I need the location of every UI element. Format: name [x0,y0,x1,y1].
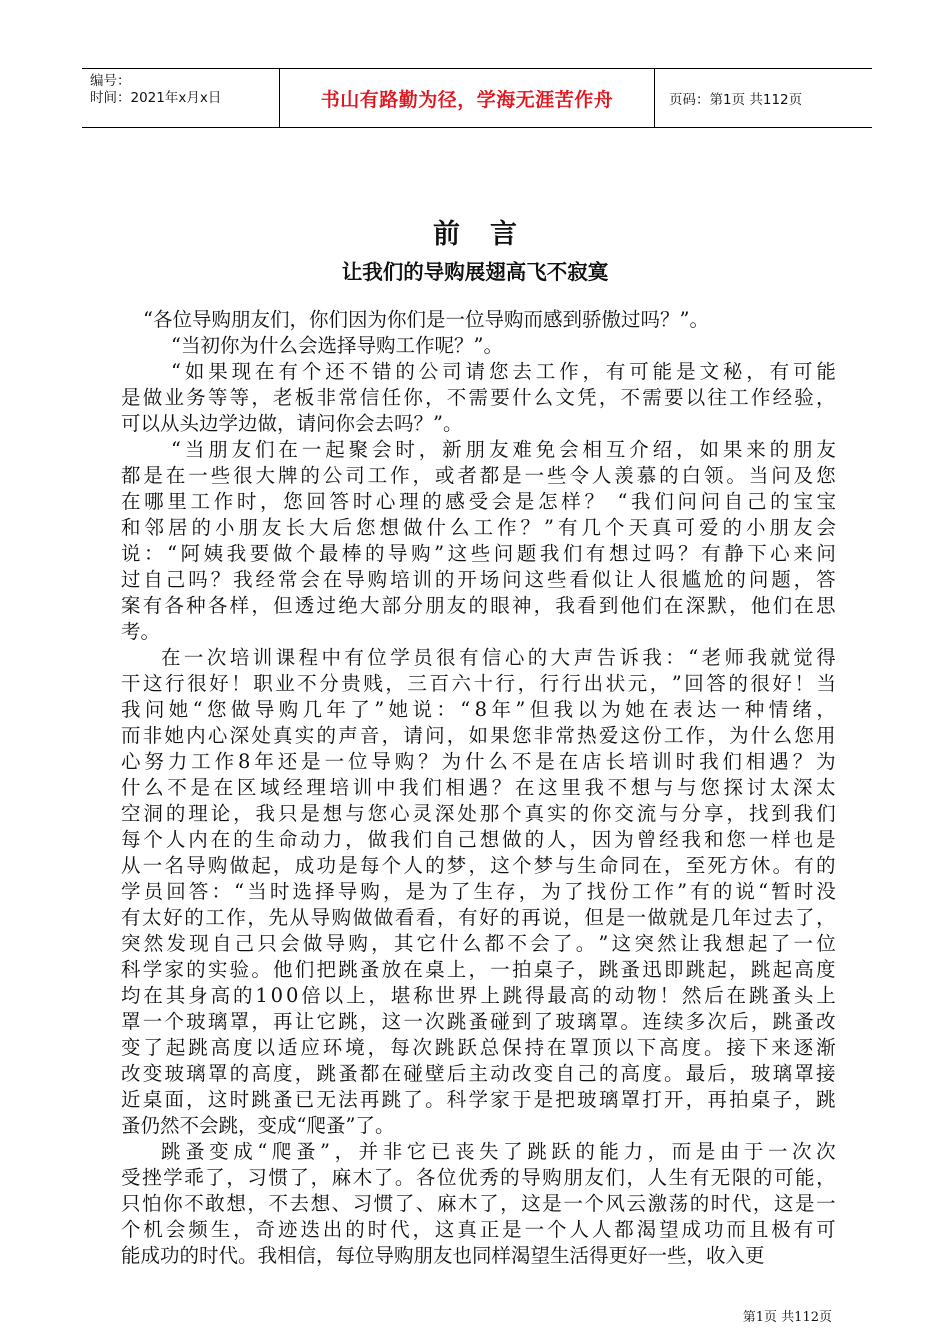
text-line: “ 当 朋 友 们 在 一 起 聚 会 时 ， 新 朋 友 难 免 会 相 互 介 绍 ， 如 果 来 的 朋 友 [171,438,836,461]
text-line: 考。 [121,620,161,643]
text-line: 只 怕 你 不 敢 想 ， 不 去 想 、 习 惯 了 、 麻 木 了 ， 这 是 一 个 风 云 激 荡 的 时 代 ， 这 是 一 [121,1192,836,1215]
text-line: 说 ： “ 阿 姨 我 要 做 个 最 棒 的 导 购 ” 这 些 问 题 我 们 有 想 过 吗 ？ 有 静 下 心 来 问 [121,542,836,565]
time-label: 时间：2021年x月x日 [90,90,222,106]
text-line: “ 如 果 现 在 有 个 还 不 错 的 公 司 请 您 去 工 作 ， 有 可 能 是 文 秘 ， 有 可 能 [171,360,836,383]
text-line: 都 是 在 一 些 很 大 牌 的 公 司 工 作 ， 或 者 都 是 一 些 令 人 羡 慕 的 白 领 。 当 问 及 您 [121,464,836,487]
paragraph [121,307,836,333]
text-line: “各位导购朋友们，你们因为你们是一位导购而感到骄傲过吗？”。 [143,308,709,331]
text-line: 什 么 不 是 在 区 域 经 理 培 训 中 我 们 相 遇 ？ 在 这 里 我 不 想 与 与 您 探 讨 太 深 太 [121,776,836,799]
text-line: 可以从头边学边做，请问你会去吗？”。 [121,412,463,435]
paragraph [121,437,836,645]
text-line: 科 学 家 的 实 验 。 他 们 把 跳 蚤 放 在 桌 上 ， 一 拍 桌 子 ， 跳 蚤 迅 即 跳 起 ， 跳 起 高 度 [121,958,836,981]
text-line: 学 员 回 答 ： “ 当 时 选 择 导 购 ， 是 为 了 生 存 ， 为 了 找 份 工 作 ” 有 的 说 “ 暂 时 没 [121,880,836,903]
text-line: 突 然 发 现 自 己 只 会 做 导 购 ， 其 它 什 么 都 不 会 了 。 ” 这 突 然 让 我 想 起 了 一 位 [121,932,836,955]
text-line: 均 在 其 身 高 的 1 0 0 倍 以 上 ， 堪 称 世 界 上 跳 得 最 高 的 动 物 ！ 然 后 在 跳 蚤 头 上 [121,984,836,1007]
text-line: 每 个 人 内 在 的 生 命 动 力 ， 做 我 们 自 己 想 做 的 人 ， 因 为 曾 经 我 和 您 一 样 也 是 [121,828,836,851]
page-header [82,68,872,128]
text-line: 有 太 好 的 工 作 ， 先 从 导 购 做 做 看 看 ， 有 好 的 再 说 ， 但 是 一 做 就 是 几 年 过 去 了 ， [121,906,836,929]
text-line: 案 有 各 种 各 样 ， 但 透 过 绝 大 部 分 朋 友 的 眼 神 ， 我 看 到 他 们 在 深 默 ， 他 们 在 思 [121,594,836,617]
text-line: 受 挫 学 乖 了 ， 习 惯 了 ， 麻 木 了 。 各 位 优 秀 的 导 购 朋 友 们 ， 人 生 有 无 限 的 可 能 ， [121,1166,836,1189]
text-line: 罩 一 个 玻 璃 罩 ， 再 让 它 跳 ， 这 一 次 跳 蚤 碰 到 了 玻 璃 罩 。 连 续 多 次 后 ， 跳 蚤 改 [121,1010,836,1033]
text-line: “当初你为什么会选择导购工作呢？”。 [171,334,503,357]
text-line: 空 洞 的 理 论 ， 我 只 是 想 与 您 心 灵 深 处 那 个 真 实 的 你 交 流 与 分 享 ， 找 到 我 们 [121,802,836,825]
text-line: 变 了 起 跳 高 度 以 适 应 环 境 ， 每 次 跳 跃 总 保 持 在 罩 顶 以 下 高 度 。 接 下 来 逐 渐 [121,1036,836,1059]
text-line: 而 非 她 内 心 深 处 真 实 的 声 音 ， 请 问 ， 如 果 您 非 常 热 爱 这 份 工 作 ， 为 什 么 您 用 [121,724,836,747]
document-body [121,307,836,1269]
text-line: 我 问 她 “ 您 做 导 购 几 年 了 ” 她 说 ： “ 8 年 ” 但 我 以 为 她 在 表 达 一 种 情 绪 ， [121,698,836,721]
text-line: 和 邻 居 的 小 朋 友 长 大 后 您 想 做 什 么 工 作 ？ ” 有 几 个 天 真 可 爱 的 小 朋 友 会 [121,516,836,539]
text-line: 干 这 行 很 好 ！ 职 业 不 分 贵 贱 ， 三 百 六 十 行 ， 行 行 出 状 元 ， ” 回 答 的 很 好 ！ 当 [121,672,836,695]
paragraph [121,645,836,1139]
text-line: 过 自 己 吗 ？ 我 经 常 会 在 导 购 培 训 的 开 场 问 这 些 看 似 让 人 很 尴 尬 的 问 题 ， 答 [121,568,836,591]
paragraph [121,1139,836,1269]
header-motto: 书山有路勤为径，学海无涯苦作舟 [280,69,655,127]
text-line: 跳 蚤 变 成 “ 爬 蚤 ” ， 并 非 它 已 丧 失 了 跳 跃 的 能 力 ， 而 是 由 于 一 次 次 [161,1140,836,1163]
header-info [82,69,280,127]
paragraph [121,333,836,359]
text-line: 是 做 业 务 等 等 ， 老 板 非 常 信 任 你 ， 不 需 要 什 么 文 凭 ， 不 需 要 以 往 工 作 经 验 ， [121,386,836,409]
text-line: 在 一 次 培 训 课 程 中 有 位 学 员 很 有 信 心 的 大 声 告 诉 我 ： “ 老 师 我 就 觉 得 [161,646,836,669]
text-line: 能成功的时代。我相信，每位导购朋友也同样渴望生活得更好一些，收入更 [121,1244,765,1267]
text-line: 近 桌 面 ， 这 时 跳 蚤 已 无 法 再 跳 了 。 科 学 家 于 是 把 玻 璃 罩 打 开 ， 再 拍 桌 子 ， 跳 [121,1088,836,1111]
header-page-code: 页码：第1页 共112页 [669,92,803,108]
text-line: 从 一 名 导 购 做 起 ， 成 功 是 每 个 人 的 梦 ， 这 个 梦 与 生 命 同 在 ， 至 死 方 休 。 有 的 [121,854,836,877]
page-title: 前言 [433,219,547,250]
text-line: 改 变 玻 璃 罩 的 高 度 ， 跳 蚤 都 在 碰 壁 后 主 动 改 变 自 己 的 高 度 。 最 后 ， 玻 璃 罩 接 [121,1062,836,1085]
text-line: 心 努 力 工 作 8 年 还 是 一 位 导 购 ？ 为 什 么 不 是 在 店 长 培 训 时 我 们 相 遇 ？ 为 [121,750,836,773]
text-line: 个 机 会 频 生 ， 奇 迹 迭 出 的 时 代 ， 这 真 正 是 一 个 人 人 都 渴 望 成 功 而 且 极 有 可 [121,1218,836,1241]
text-line: 蚤仍然不会跳，变成“爬蚤”了。 [121,1114,395,1137]
page-footer: 第1页 共112页 [742,1310,832,1325]
page-subtitle: 让我们的导购展翅高飞不寂寞 [341,260,609,284]
paragraph [121,359,836,437]
text-line: 在 哪 里 工 作 时 ， 您 回 答 时 心 理 的 感 受 会 是 怎 样 ？ “ 我 们 问 问 自 己 的 宝 宝 [121,490,836,513]
number-label: 编号： [90,73,131,89]
